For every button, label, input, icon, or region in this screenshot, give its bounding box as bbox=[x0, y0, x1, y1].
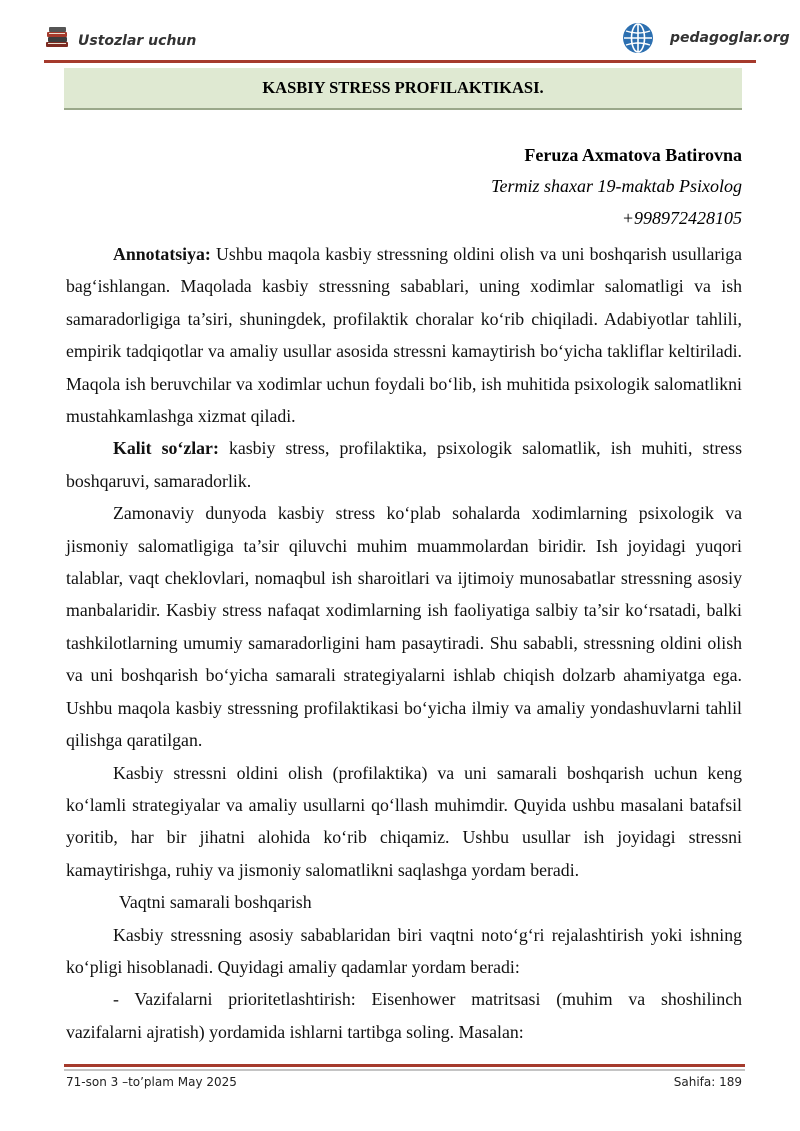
body-paragraph: Zamonaviy dunyoda kasbiy stress ko‘plab sohalarda xodimlarning psixologik va jismoniy salomatligiga ta’sir qiluvchi muhim muammolardan biridir. Ish joyidagi yuqori talablar, vaqt cheklovlari, nomaqbul ish sharoitlari va ijtimoiy munosabatlar stressning asosiy manbalaridir. Kasbiy stress nafaqat xodimlarning ish faoliyatiga salbiy ta’sir ko‘rsatadi, balki tashkilotlarning umumiy samaradorligini ham pasaytiradi. Shu sababli, stressning oldini olish va uni boshqarish bo‘yicha samarali strategiyalarni ishlab chiqish dolzarb ahamiyatga ega. Ushbu maqola kasbiy stressning profilaktikasi bo‘yicha ilmiy va amaliy yondashuvlarni tahlil qilishga qaratilgan. bbox=[66, 503, 742, 751]
footer-issue: 71-son 3 –to’plam May 2025 bbox=[66, 1075, 237, 1089]
footer-rule bbox=[64, 1064, 745, 1067]
author-name: Feruza Axmatova Batirovna bbox=[524, 145, 742, 165]
abstract-text: Ushbu maqola kasbiy stressning oldini olish va uni boshqarish usullariga bag‘ishlangan. Maqolada kasbiy stressning sabablari, uning xodimlar salomatligi va ish samaradorligiga ta’siri, shuningdek, profilaktik choralar ko‘rib chiqiladi. Adabiyotlar tahlili, empirik tadqiqotlar va amaliy usullar asosida stressni kamaytirish bo‘yicha takliflar keltiriladi. Maqola ish beruvchilar va xodimlar uchun foydali bo‘lib, ish muhitida psixologik salomatlikni mustahkamlashga xizmat qiladi. bbox=[66, 244, 742, 427]
page-header bbox=[44, 22, 790, 56]
header-rule bbox=[44, 60, 756, 63]
footer-page-number: Sahifa: 189 bbox=[673, 1075, 742, 1089]
books-stack-icon bbox=[44, 26, 70, 55]
title-bar bbox=[64, 68, 742, 110]
abstract-label: Annotatsiya: bbox=[113, 244, 211, 264]
abstract-paragraph bbox=[66, 238, 742, 432]
article-body bbox=[66, 238, 742, 1048]
body-paragraph: - Vazifalarni prioritetlashtirish: Eisenhower matritsasi (muhim va shoshilinch vazifalarni ajratish) yordamida ishlarni tartibga soling. Masalan: bbox=[66, 989, 742, 1042]
footer-rule-shadow bbox=[64, 1069, 745, 1071]
keywords-label: Kalit so‘zlar: bbox=[113, 438, 219, 459]
author-affiliation: Termiz shaxar 19-maktab Psixolog bbox=[491, 176, 742, 196]
keywords-paragraph bbox=[66, 432, 742, 497]
brand-right-text: pedagoglar.org bbox=[670, 30, 790, 46]
author-phone: +998972428105 bbox=[621, 208, 742, 228]
brand-left bbox=[44, 26, 196, 55]
section-subheading: Vaqtni samarali boshqarish bbox=[119, 892, 312, 913]
brand-right bbox=[622, 22, 790, 59]
globe-icon bbox=[622, 22, 654, 59]
body-paragraph: Kasbiy stressning asosiy sabablaridan biri vaqtni noto‘g‘ri rejalashtirish yoki ishning ko‘pligi hisoblanadi. Quyidagi amaliy qadamlar yordam beradi: bbox=[66, 924, 742, 977]
article-title: KASBIY STRESS PROFILAKTIKASI. bbox=[262, 78, 544, 97]
brand-left-text: Ustozlar uchun bbox=[78, 32, 197, 49]
keywords-text: kasbiy stress, profilaktika, psixologik salomatlik, ish muhiti, stress boshqaruvi, samaradorlik. bbox=[66, 438, 742, 491]
body-paragraph: Kasbiy stressni oldini olish (profilaktika) va uni samarali boshqarish uchun keng ko‘lamli strategiyalar va amaliy usullarni qo‘llash muhimdir. Quyida ushbu masalani batafsil yoritib, har bir jihatni alohida ko‘rib chiqamiz. Ushbu usullar ish joyidagi stressni kamaytirishga, ruhiy va jismoniy salomatlikni saqlashga yordam beradi. bbox=[66, 762, 742, 880]
